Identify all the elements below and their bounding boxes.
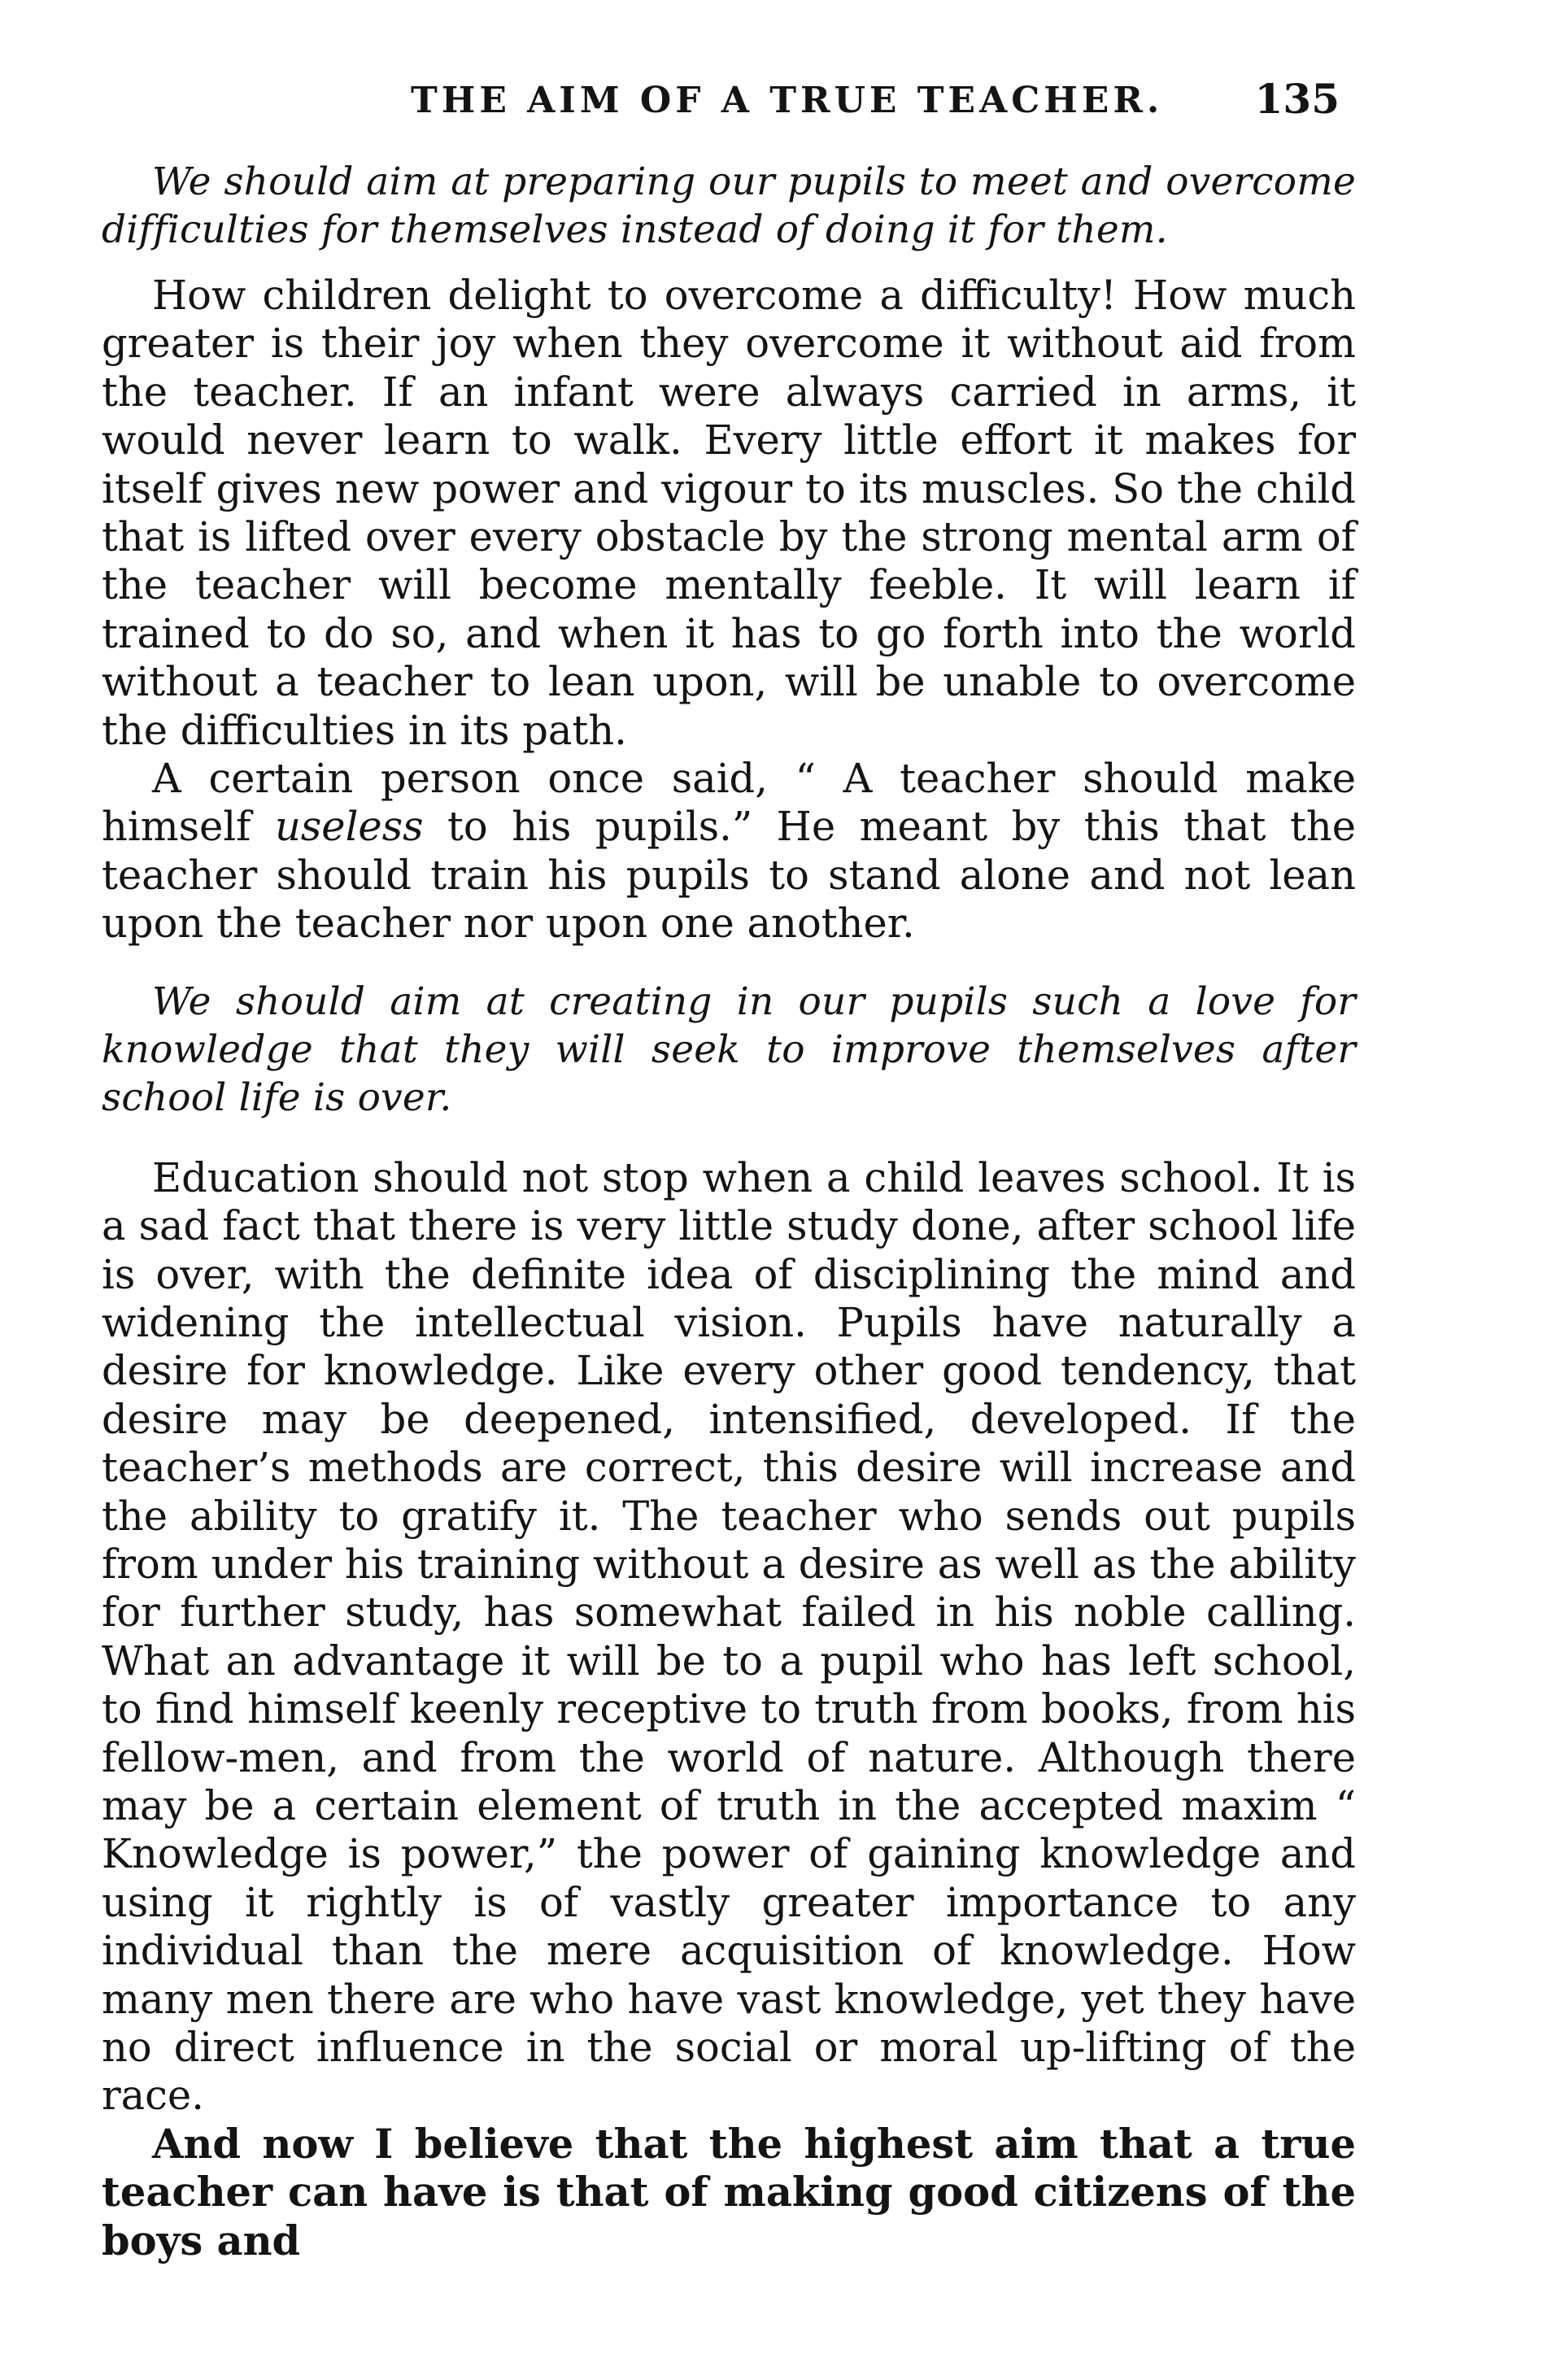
paragraph-4: And now I believe that the highest aim that a true teacher can have is that of making good citizens of the boys and: [102, 2120, 1356, 2264]
paragraph-2-emphasis: useless: [275, 803, 424, 851]
paragraph-3: Education should not stop when a child leaves school. It is a sad fact that there is very little study done, after school life is over, with the definite idea of disciplining the mind and widening the intellectual vision. Pupils have naturally a desire for knowledge. Like every other good tendency, that desire may be deepened, intensified, developed. If the teacher’s methods are correct, this desire will increase and the ability to gratify it. The teacher who sends out pupils from under his training without a desire as well as the ability for further study, has somewhat failed in his noble calling. What an advantage it will be to a pupil who has left school, to find himself keenly receptive to truth from books, from his fellow-men, and from the world of nature. Although there may be a certain element of truth in the accepted maxim “ Knowledge is power,” the power of gaining knowledge and using it rightly is of vastly greater importance to any individual than the mere acquisition of knowledge. How many men there are who have vast knowledge, yet they have no direct influence in the social or moral up-lifting of the race.: [102, 1153, 1356, 2120]
paragraph-2-text-before: A certain person once said, “ A teacher should make himself: [102, 755, 1356, 851]
page-header: [102, 72, 1356, 129]
paragraph-2-text-after: to his pupils.” He meant by this that the teacher should train his pupils to stand alone and not lean upon the teacher nor upon one another.: [102, 803, 1357, 948]
paragraph-2: [102, 755, 1356, 948]
running-title: THE AIM OF A TRUE TEACHER.: [411, 80, 1164, 121]
aim-statement-1: We should aim at preparing our pupils to meet and overcome difficulties for themselves instead of doing it for them.: [102, 159, 1356, 252]
page-body: [102, 158, 1356, 2265]
paragraph-1: How children delight to overcome a difficulty! How much greater is their joy when they overcome it without aid from the teacher. If an infant were always carried in arms, it would never learn to walk. Every little effort it makes for itself gives new power and vigour to its muscles. So the child that is lifted over every obstacle by the strong mental arm of the teacher will become mentally feeble. It will learn if trained to do so, and when it has to go forth into the world without a teacher to lean upon, will be unable to overcome the difficulties in its path.: [102, 272, 1356, 754]
page-number: 135: [1254, 75, 1340, 123]
book-page: [102, 0, 1356, 2380]
aim-statement-2: We should aim at creating in our pupils such a love for knowledge that they will seek to improve themselves after school life is over.: [102, 979, 1356, 1120]
